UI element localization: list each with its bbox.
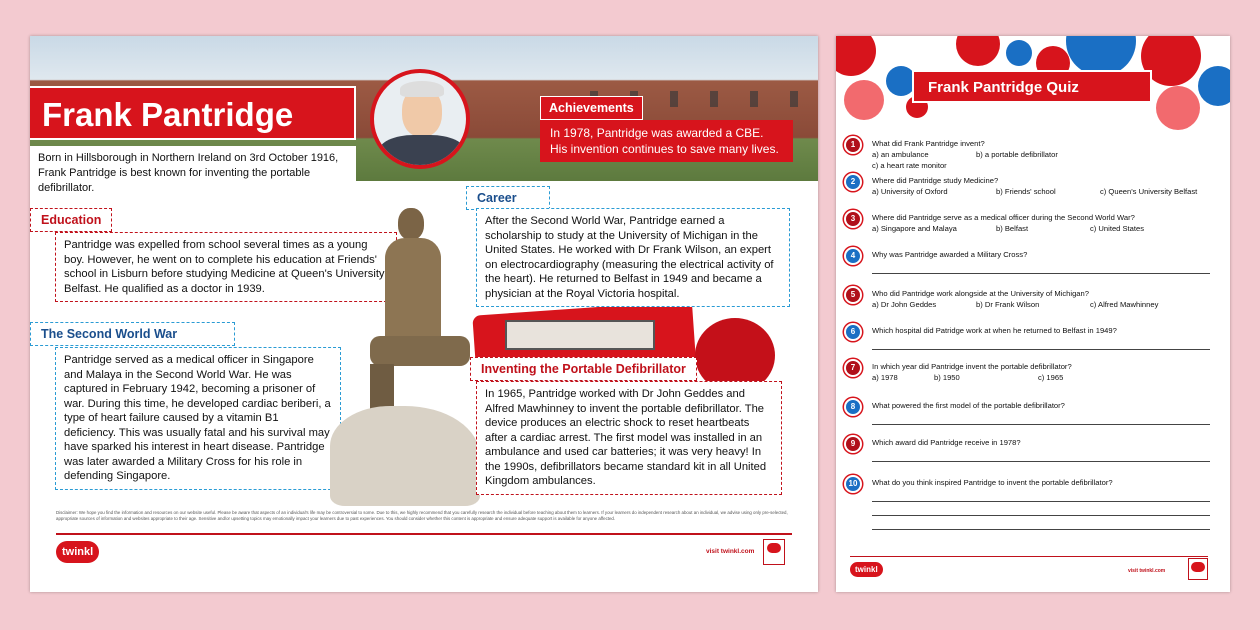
answer-option[interactable]: c) United States	[1090, 224, 1145, 233]
question-text: Who did Pantridge work alongside at the University of Michigan?	[872, 289, 1089, 298]
question-number-badge: 6	[844, 323, 862, 341]
question-text: Which award did Pantridge receive in 1978?	[872, 438, 1021, 447]
quiz-question	[844, 398, 1216, 425]
answer-option[interactable]: a) Dr John Geddes	[872, 300, 937, 309]
answer-line[interactable]	[872, 502, 1210, 516]
intro-text: Born in Hillsborough in Northern Ireland on 3rd October 1916, Frank Pantridge is best known for inventing the portable defibrillator.	[30, 146, 356, 201]
question-text: What did Frank Pantridge invent?	[872, 139, 985, 148]
answer-option[interactable]: b) Friends' school	[996, 187, 1056, 196]
answer-option[interactable]: c) Alfred Mawhinney	[1090, 300, 1159, 309]
quiz-question	[844, 286, 1216, 310]
achievements-text: In 1978, Pantridge was awarded a CBE. His invention continues to save many lives.	[540, 120, 793, 162]
quiz-question	[844, 475, 1216, 530]
visit-link[interactable]: visit twinkl.com	[1128, 568, 1166, 574]
twinkl-logo[interactable]: twinkl	[850, 562, 883, 577]
twinkl-logo[interactable]: twinkl	[56, 541, 99, 563]
question-text: Where did Pantridge study Medicine?	[872, 176, 999, 185]
answer-option[interactable]: b) a portable defibrillator	[976, 150, 1058, 159]
quiz-question	[844, 435, 1216, 462]
visit-link[interactable]: visit twinkl.com	[706, 548, 755, 555]
question-number-badge: 2	[844, 173, 862, 191]
career-text: After the Second World War, Pantridge earned a scholarship to study at the University of Michigan in the United States. He worked with Dr Frank Wilson, an expert on electrocardiography (measuring the electrical activity of the heart). He returned to Belfast in 1949 and became a physician at the Royal Victoria hospital.	[476, 208, 790, 307]
answer-option[interactable]: c) a heart rate monitor	[872, 161, 947, 170]
answer-option[interactable]: b) Belfast	[996, 224, 1029, 233]
quiz-page	[836, 36, 1230, 592]
answer-line[interactable]	[872, 516, 1210, 530]
answer-line[interactable]	[872, 260, 1210, 274]
answer-line[interactable]	[872, 488, 1210, 502]
question-number-badge: 9	[844, 435, 862, 453]
war-text: Pantridge served as a medical officer in Singapore and Malaya in the Second World War. He was captured in February 1942, becoming a prisoner of war. During this time, he developed cardiac beriberi, a type of heart failure caused by a vitamin B1 deficiency. This was usually fatal and his survival may have sparked his interest in heart disease. Pantridge was later awarded a Military Cross for his role in defending Singapore.	[55, 347, 341, 490]
achievements-heading: Achievements	[540, 96, 643, 120]
quiz-title: Frank Pantridge Quiz	[912, 70, 1152, 103]
career-heading: Career	[466, 186, 550, 210]
answer-option[interactable]: c) 1965	[1038, 373, 1064, 382]
question-number-badge: 4	[844, 247, 862, 265]
question-text: What do you think inspired Pantridge to invent the portable defibrillator?	[872, 478, 1113, 487]
answer-option[interactable]: a) Singapore and Malaya	[872, 224, 957, 233]
answer-line[interactable]	[872, 411, 1210, 425]
answer-option[interactable]: c) Queen's University Belfast	[1100, 187, 1198, 196]
quality-badge-icon	[1188, 558, 1208, 580]
quiz-question	[844, 136, 1216, 171]
quiz-question	[844, 247, 1216, 274]
question-number-badge: 10	[844, 475, 862, 493]
question-number-badge: 5	[844, 286, 862, 304]
answer-option[interactable]: a) 1978	[872, 373, 898, 382]
statue-illustration	[330, 206, 490, 506]
question-number-badge: 8	[844, 398, 862, 416]
inventing-text: In 1965, Pantridge worked with Dr John Geddes and Alfred Mawhinney to invent the portable defibrillator. The device produces an electric shock to reset heartbeats after a cardiac arrest. The first model was installed in an ambulance and used car batteries; it was very heavy! In the 1990s, defibrillators became standard kit in all United Kingdom ambulances.	[476, 381, 782, 495]
quiz-question	[844, 210, 1216, 234]
education-text: Pantridge was expelled from school several times as a young boy. However, he went on to complete his education at Friends' school in Lisburn before studying Medicine at Queen's University Belfast. He qualified as a doctor in 1939.	[55, 232, 397, 302]
question-text: Why was Pantridge awarded a Military Cross?	[872, 250, 1028, 259]
quiz-question	[844, 359, 1216, 383]
question-text: In which year did Pantridge invent the portable defibrillator?	[872, 362, 1072, 371]
question-number-badge: 7	[844, 359, 862, 377]
answer-option[interactable]: a) University of Oxford	[872, 187, 948, 196]
question-number-badge: 1	[844, 136, 862, 154]
question-number-badge: 3	[844, 210, 862, 228]
disclaimer: Disclaimer: We hope you find the information and resources on our website useful. Please be aware that aspects of an individual's life may be controversial to some. Due to this, we highly recommend that you carefully research the individual before teaching about them to learners. If your learners do independent research about an individual, we advise using only pre-selected, appropriate sources of information and websites appropriate to their age. Sensitive and/or upsetting topics may emotionally impact your learners due to past experiences. You should consider whether this content is appropriate and ensure adequate support is available for anyone affected.	[56, 510, 788, 521]
quiz-question	[844, 173, 1216, 197]
answer-line[interactable]	[872, 336, 1210, 350]
inventing-heading: Inventing the Portable Defibrillator	[470, 357, 697, 381]
page-title: Frank Pantridge	[30, 86, 356, 140]
fact-sheet-page	[30, 36, 818, 592]
answer-line[interactable]	[872, 448, 1210, 462]
question-text: What powered the first model of the portable defibrillator?	[872, 401, 1065, 410]
portrait-illustration	[370, 69, 470, 169]
answer-option[interactable]: a) an ambulance	[872, 150, 929, 159]
answer-option[interactable]: b) Dr Frank Wilson	[976, 300, 1040, 309]
education-heading: Education	[30, 208, 112, 232]
quiz-question	[844, 323, 1216, 350]
question-text: Where did Pantridge serve as a medical officer during the Second World War?	[872, 213, 1135, 222]
quality-badge-icon	[763, 539, 785, 565]
answer-option[interactable]: b) 1950	[934, 373, 960, 382]
war-heading: The Second World War	[30, 322, 235, 346]
question-text: Which hospital did Patridge work at when he returned to Belfast in 1949?	[872, 326, 1117, 335]
